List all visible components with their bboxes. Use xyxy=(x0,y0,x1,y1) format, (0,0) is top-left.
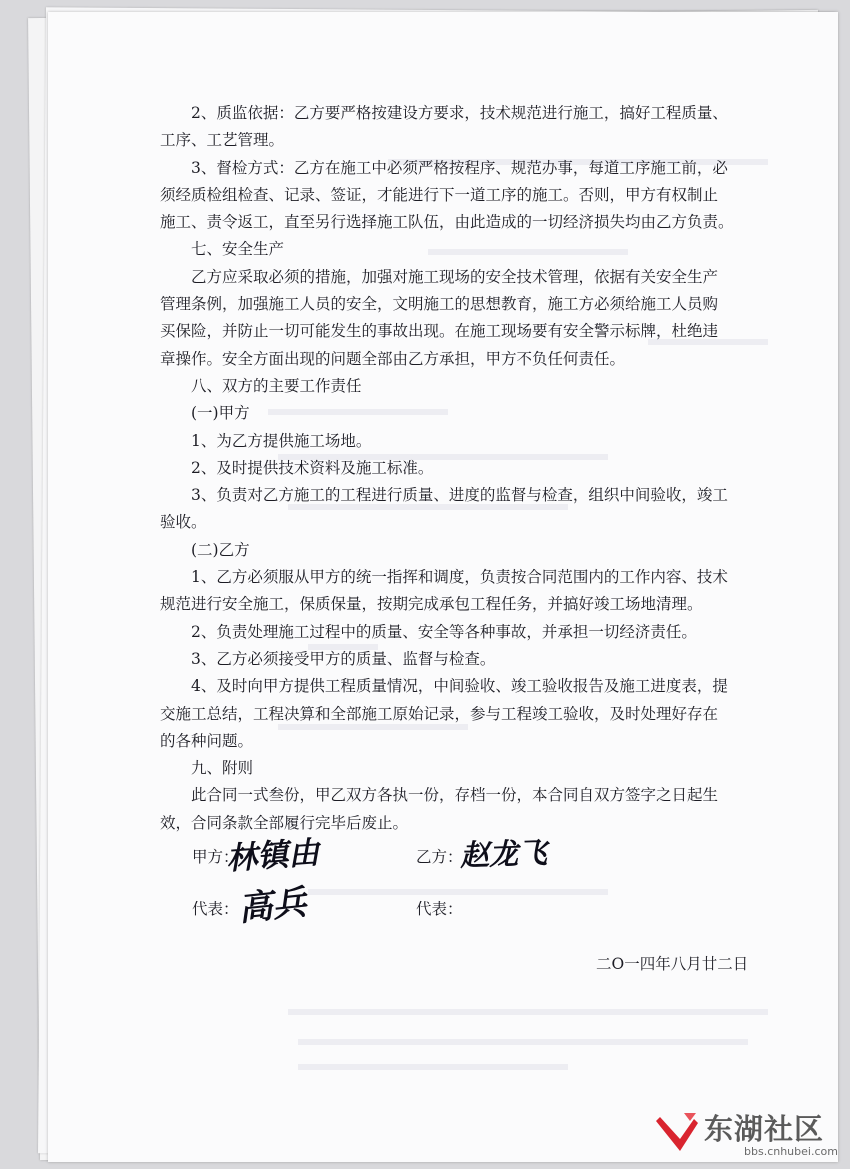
party-a-label: 甲方： xyxy=(192,848,239,866)
section-9-heading: 九、附则 xyxy=(191,759,254,778)
party-a-duty-2: 2、及时提供技术资料及施工标准。 xyxy=(191,458,434,477)
party-a-subheading: (一)甲方 xyxy=(191,404,250,423)
party-a-duty-3-line-2: 验收。 xyxy=(160,513,207,532)
clause-6-2-line-2: 工序、工艺管理。 xyxy=(160,131,285,150)
site-watermark xyxy=(654,1107,844,1163)
clause-6-2-line-1: 2、质监依据：乙方要严格按建设方要求，技术规范进行施工，搞好工程质量、 xyxy=(191,104,728,122)
representative-b-label: 代表： xyxy=(416,900,463,918)
party-a-signature: 林镇由 xyxy=(225,834,321,878)
party-b-duty-4-line-1: 4、及时向甲方提供工程质量情况，中间验收、竣工验收报告及施工进度表，提 xyxy=(191,677,728,696)
clause-6-3-line-1: 3、督检方式：乙方在施工中必须严格按程序、规范办事，每道工序施工前，必 xyxy=(191,158,728,177)
section-9-line-2: 效，合同条款全部履行完毕后废止。 xyxy=(160,813,409,832)
representative-a-signature: 高兵 xyxy=(236,882,309,930)
section-7-line-3: 买保险，并防止一切可能发生的事故出现。在施工现场要有安全警示标牌，杜绝违 xyxy=(160,322,719,341)
clause-6-3-line-2: 须经质检组检查、记录、签证，才能进行下一道工序的施工。否则，甲方有权制止 xyxy=(160,185,719,204)
party-b-duty-4-line-2: 交施工总结，工程决算和全部施工原始记录，参与工程竣工验收，及时处理好存在 xyxy=(160,704,719,723)
party-b-duty-4-line-3: 的各种问题。 xyxy=(160,731,254,750)
party-b-subheading: (二)乙方 xyxy=(191,540,250,559)
section-8-heading: 八、双方的主要工作责任 xyxy=(191,376,362,395)
party-a-duty-1: 1、为乙方提供施工场地。 xyxy=(191,431,372,450)
contract-body xyxy=(160,100,780,837)
watermark-url: bbs.cnhubei.com xyxy=(744,1145,838,1158)
party-b-duty-2: 2、负责处理施工过程中的质量、安全等各种事故，并承担一切经济责任。 xyxy=(191,622,697,641)
section-7-line-2: 管理条例，加强施工人员的安全，文明施工的思想教育，施工方必须给施工人员购 xyxy=(160,295,719,314)
clause-6-3-line-3: 施工、责令返工，直至另行选择施工队伍，由此造成的一切经济损失均由乙方负责。 xyxy=(160,213,734,232)
party-b-duty-1-line-1: 1、乙方必须服从甲方的统一指挥和调度，负责按合同范围内的工作内容、技术 xyxy=(191,568,728,587)
contract-page xyxy=(48,12,838,1162)
party-b-duty-1-line-2: 规范进行安全施工，保质保量，按期完成承包工程任务，并搞好竣工场地清理。 xyxy=(160,595,703,614)
section-9-line-1: 此合同一式叁份，甲乙双方各执一份，存档一份，本合同自双方签字之日起生 xyxy=(191,786,719,805)
signing-date: 二O一四年八月廿二日 xyxy=(596,955,749,973)
forum-logo-icon xyxy=(654,1109,702,1157)
watermark-site-name: 东湖社区 xyxy=(704,1112,825,1146)
party-b-duty-3: 3、乙方必须接受甲方的质量、监督与检查。 xyxy=(191,649,496,668)
section-7-heading: 七、安全生产 xyxy=(191,240,285,259)
party-b-label: 乙方： xyxy=(416,848,463,866)
party-b-signature: 赵龙飞 xyxy=(459,835,548,873)
party-a-duty-3-line-1: 3、负责对乙方施工的工程进行质量、进度的监督与检查，组织中间验收，竣工 xyxy=(191,486,728,505)
representative-a-label: 代表： xyxy=(192,900,239,918)
section-7-line-4: 章操作。安全方面出现的问题全部由乙方承担，甲方不负任何责任。 xyxy=(160,349,626,368)
section-7-line-1: 乙方应采取必须的措施，加强对施工现场的安全技术管理，依据有关安全生产 xyxy=(191,267,719,286)
